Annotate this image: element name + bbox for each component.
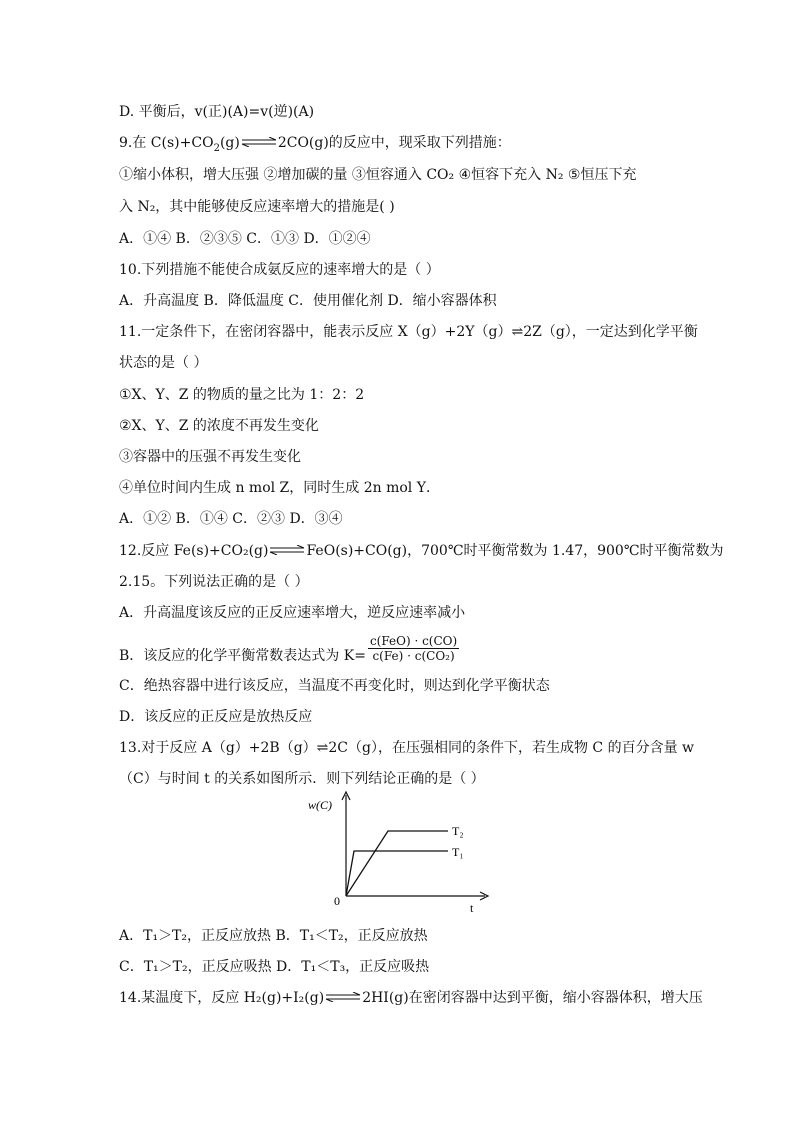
q12-option-a-text: A．升高温度该反应的正反应速率增大，逆反应速率减小	[119, 605, 466, 621]
q12-option-d	[119, 708, 312, 726]
q10-stem-text: 10.下列措施不能使合成氨反应的速率增大的是（ ）	[119, 262, 440, 278]
q11-options-text: A．①② B．①④ C．②③ D．③④	[119, 511, 343, 527]
q12-option-a	[119, 604, 465, 622]
q12-stem-cont-text: 2.15。下列说法正确的是（ ）	[119, 574, 309, 590]
q9-subscript: 2	[213, 142, 220, 154]
q8-option-d	[119, 103, 314, 121]
q12-stem-cont	[119, 573, 309, 591]
q13-stem-cont-text: （C）与时间 t 的关系如图所示．则下列结论正确的是（ ）	[119, 771, 485, 787]
q11-item-1-text: ①X、Y、Z 的物质的量之比为 1：2：2	[119, 387, 365, 403]
q13-options-ab-text: A．T₁＞T₂，正反应放热 B．T₁＜T₂，正反应放热	[119, 928, 428, 944]
wc-time-graph	[300, 790, 500, 915]
q12-stem-part: FeO(s)+CO(g)，700℃时平衡常数为 1.47，900℃时平衡常数为	[306, 543, 724, 559]
q10-stem	[119, 261, 440, 279]
curve-t1-label: T₁	[452, 845, 464, 859]
q9-measures-text: ①缩小体积，增大压强 ②增加碳的量 ③恒容通入 CO₂ ④恒容下充入 N₂ ⑤恒压下充	[119, 167, 637, 183]
q9-stem-part: (g)	[219, 135, 240, 151]
q12-stem	[119, 542, 724, 560]
q14-stem-part: 2HI(g)在密闭容器中达到平衡，缩小容器体积，增大压	[362, 990, 703, 1006]
q11-item-2-text: ②X、Y、Z 的浓度不再发生变化	[119, 418, 319, 434]
q9-stem-part: 2CO(g)的反应中，现采取下列措施：	[277, 135, 511, 151]
q12-stem-part: 12.反应 Fe(s)+CO₂(g)	[119, 543, 269, 559]
q11-stem-text: 11.一定条件下，在密闭容器中，能表示反应 X（g）+2Y（g）⇌2Z（g），一定达到化学平衡	[119, 324, 698, 340]
q9-stem	[119, 134, 511, 152]
q9-options-text: A．①④ B．②③⑤ C．①③ D．①②④	[119, 231, 371, 247]
q9-measures	[119, 166, 636, 184]
q11-item-2	[119, 417, 319, 435]
q13-options-cd-text: C．T₁＞T₂，正反应吸热 D．T₁＜T₃，正反应吸热	[119, 959, 430, 975]
q11-item-3-text: ③容器中的压强不再发生变化	[119, 449, 301, 465]
equilibrium-constant-fraction	[368, 634, 459, 663]
q10-options-text: A．升高温度 B．降低温度 C．使用催化剂 D．缩小容器体积	[119, 293, 497, 309]
q9-stem-part: 9.在 C(s)+CO	[119, 135, 214, 151]
q9-question-text: 入 N₂，其中能够使反应速率增大的措施是( )	[119, 199, 395, 215]
equilibrium-arrow-icon	[241, 137, 277, 147]
q10-options	[119, 292, 497, 310]
x-axis-label: t	[470, 901, 474, 915]
q11-stem-cont	[119, 354, 207, 372]
q9-options	[119, 230, 371, 248]
q9-question	[119, 198, 395, 216]
q14-stem	[119, 989, 703, 1007]
q12-option-d-text: D．该反应的正反应是放热反应	[119, 709, 313, 725]
q11-item-1	[119, 386, 364, 404]
q11-options	[119, 510, 343, 528]
q13-options-ab	[119, 927, 428, 945]
q12-option-b-text: B．该反应的化学平衡常数表达式为 K=	[119, 648, 366, 664]
q13-options-cd	[119, 958, 429, 976]
q12-option-c	[119, 677, 550, 695]
equilibrium-arrow-icon	[269, 545, 305, 555]
q11-item-3	[119, 448, 301, 466]
q12-option-b	[119, 634, 459, 668]
curve-t2	[346, 831, 448, 896]
q13-stem	[119, 739, 694, 757]
q11-item-4-text: ④单位时间内生成 n mol Z，同时生成 2n mol Y．	[119, 480, 440, 496]
y-axis-label: w(C)	[308, 798, 332, 812]
fraction-denominator: c(Fe) · c(CO₂)	[372, 649, 455, 663]
origin-label: 0	[334, 894, 340, 908]
equilibrium-arrow-icon	[325, 992, 361, 1002]
q11-stem-cont-text: 状态的是（ ）	[119, 355, 208, 371]
wc-time-figure	[300, 790, 500, 919]
q8-option-d-text: D. 平衡后，v(正)(A)=v(逆)(A)	[119, 104, 315, 120]
q14-stem-part: 14.某温度下，反应 H₂(g)+I₂(g)	[119, 990, 325, 1006]
q13-stem-text: 13.对于反应 A（g）+2B（g）⇌2C（g），在压强相同的条件下，若生成物 C 的百分含量 w	[119, 740, 695, 756]
q11-item-4	[119, 479, 440, 497]
q13-stem-cont	[119, 770, 485, 788]
q11-stem	[119, 323, 698, 341]
curve-t2-label: T₂	[452, 824, 464, 838]
fraction-numerator: c(FeO) · c(CO)	[369, 634, 458, 648]
q12-option-c-text: C．绝热容器中进行该反应，当温度不再变化时，则达到化学平衡状态	[119, 678, 550, 694]
